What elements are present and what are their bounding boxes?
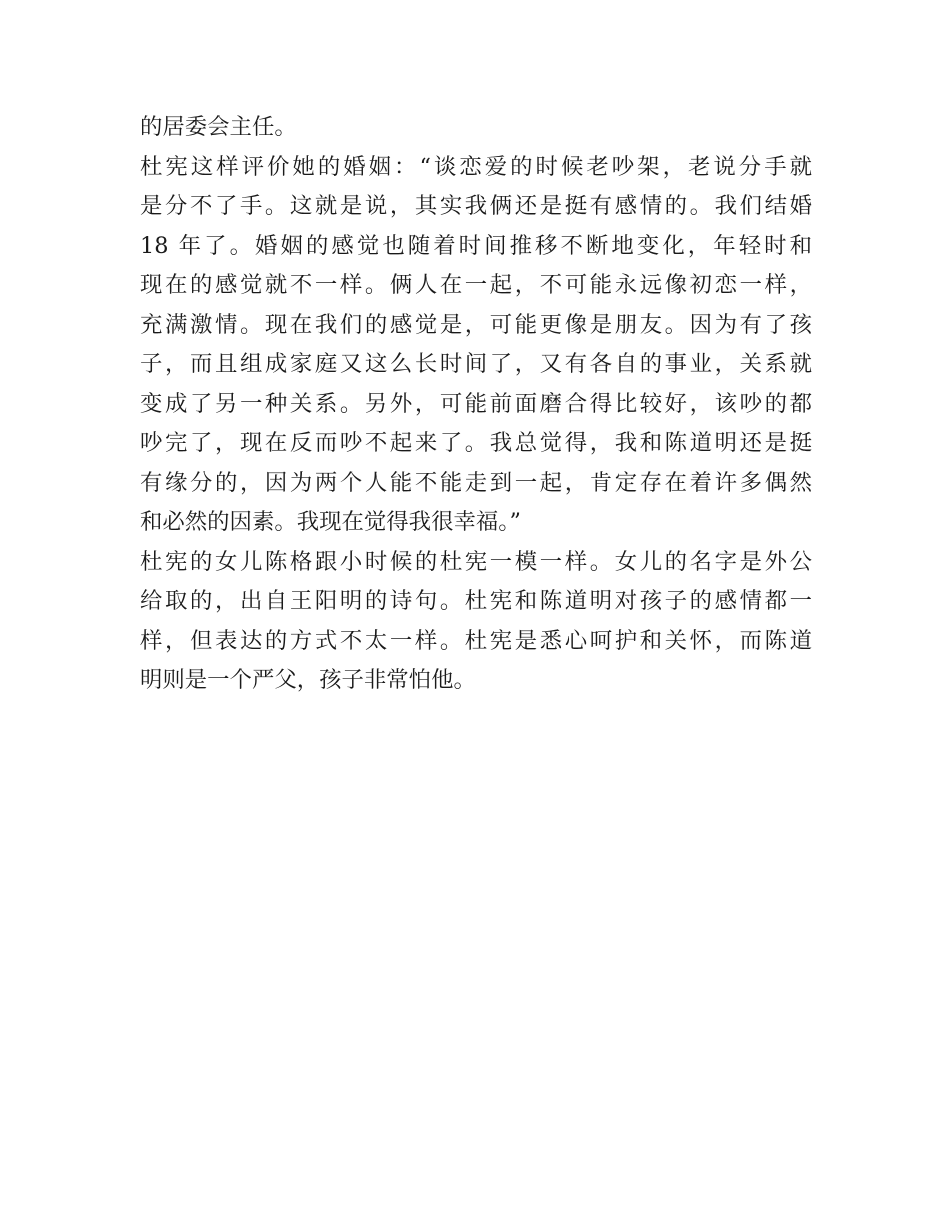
text-line: 现在的感觉就不一样。俩人在一起，不可能永远像初恋一样， [140, 272, 812, 298]
text-line: 和必然的因素。我现在觉得我很幸福。” [140, 509, 521, 535]
text-line: 变成了另一种关系。另外，可能前面磨合得比较好，该吵的都 [140, 390, 812, 417]
text-line: 吵完了，现在反而吵不起来了。我总觉得，我和陈道明还是挺 [140, 430, 812, 456]
text-line: 杜宪这样评价她的婚姻：“谈恋爱的时候老吵架，老说分手就 [140, 153, 812, 180]
body-text [140, 108, 812, 701]
text-line: 是分不了手。这就是说，其实我俩还是挺有感情的。我们结婚 [140, 193, 812, 219]
text-line: 给取的，出自王阳明的诗句。杜宪和陈道明对孩子的感情都一 [140, 588, 812, 614]
text-line: 样，但表达的方式不太一样。杜宪是悉心呵护和关怀，而陈道 [140, 627, 812, 654]
text-line: 明则是一个严父，孩子非常怕他。 [140, 667, 476, 693]
text-line: 子，而且组成家庭又这么长时间了，又有各自的事业，关系就 [140, 351, 812, 377]
text-line: 有缘分的，因为两个人能不能走到一起，肯定存在着许多偶然 [140, 469, 812, 496]
text-line: 18 年了。婚姻的感觉也随着时间推移不断地变化，年轻时和 [140, 232, 812, 259]
text-line: 的居委会主任。 [140, 114, 297, 140]
text-line: 杜宪的女儿陈格跟小时候的杜宪一模一样。女儿的名字是外公 [140, 548, 812, 575]
text-line: 充满激情。现在我们的感觉是，可能更像是朋友。因为有了孩 [140, 311, 812, 338]
